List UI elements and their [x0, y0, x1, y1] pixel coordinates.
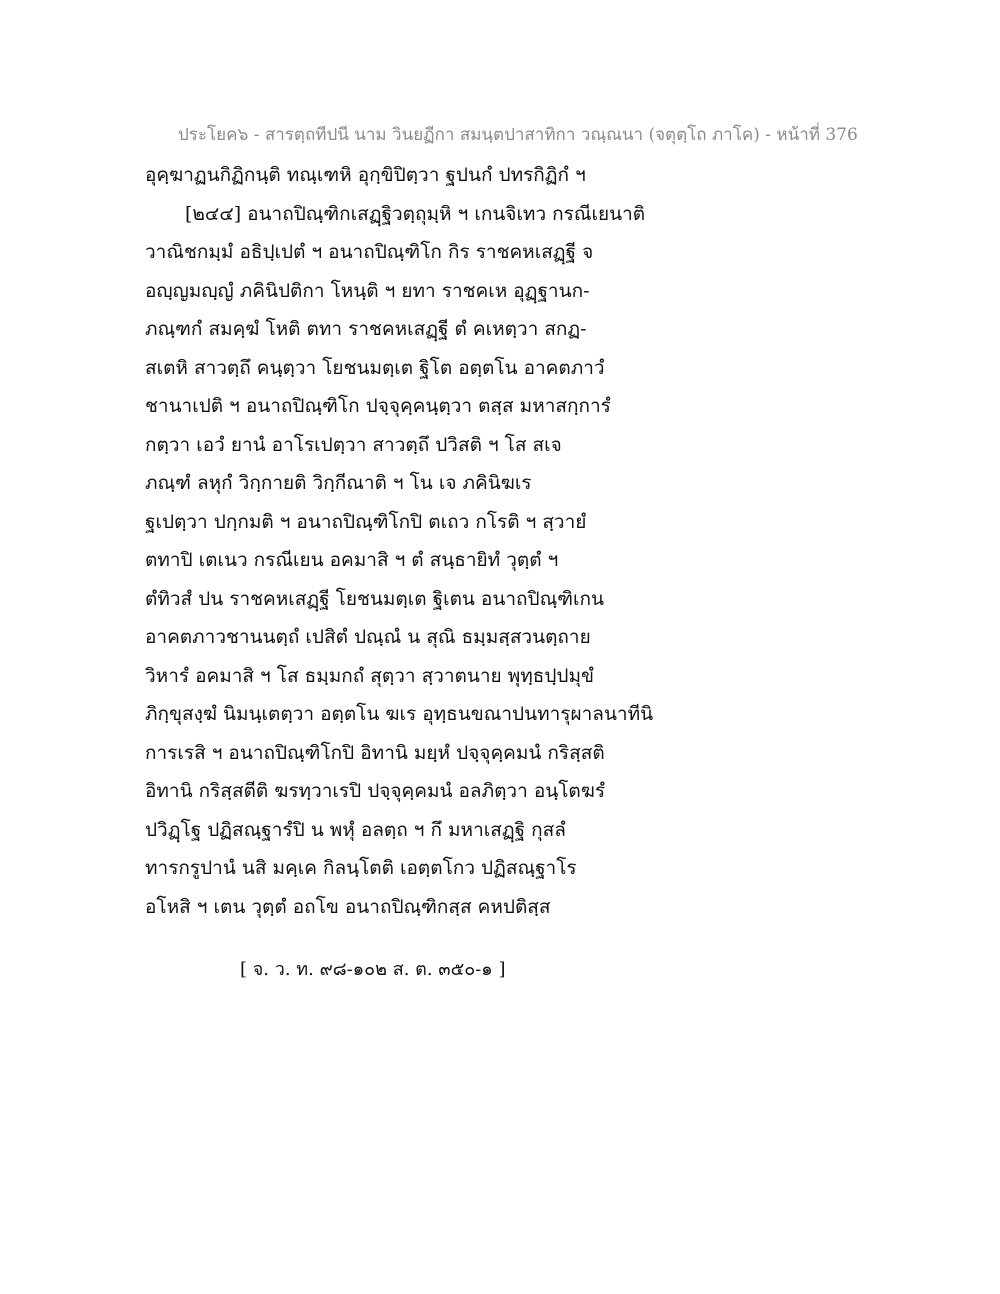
text-line: วาณิชกมฺมํ อธิปฺเปตํ ฯ อนาถปิณฺฑิโก กิร ราชคหเสฏฺฐี จ — [145, 241, 594, 263]
text-line: ทารกรูปานํ นสิ มคฺเค กิลนฺโตติ เอตฺตโกว ปฏิสณฺฐาโร — [145, 857, 577, 879]
text-line: ภณฺฑํ ลหุกํ วิกฺกายติ วิกฺกีณาติ ฯ โน เจ ภคินิฆเร — [145, 472, 532, 494]
text-line: อุคฺฆาฏนกิฏิกนฺติ ทณฺเฑหิ อุกฺขิปิตฺวา ฐปนกํ ปทรกิฏิกํ ฯ — [145, 164, 586, 186]
text-line: อญฺญมญฺญํ ภคินิปติกา โหนฺติ ฯ ยทา ราชคเห อุฏฺฐานก- — [145, 279, 590, 302]
text-line: สเตหิ สาวตฺถึ คนฺตฺวา โยชนมตฺเต ฐิโต อตฺตโน อาคตภาวํ — [145, 356, 605, 379]
running-header: ประโยค๖ - สารตฺถทีปนี นาม วินยฏีกา สมนฺตปาสาทิกา วณฺณนา (จตุตฺโถ ภาโค) - หน้าที่ 376 — [178, 125, 858, 145]
text-line: [๒๔๔] อนาถปิณฺฑิกเสฏฺฐิวตฺถุมฺหิ ฯ เกนจิเทว กรณีเยนาติ — [185, 202, 646, 225]
text-line: อิทานิ กริสฺสตีติ ฆรทฺวาเรปิ ปจฺจุคฺคมนํ อลภิตฺวา อนฺโตฆรํ — [145, 780, 606, 802]
text-line: ปวิฏฺโฐ ปฏิสณฺฐารํปิ น พหุํ อลตฺถ ฯ กึ มหาเสฏฺฐิ กุสลํ — [145, 818, 566, 841]
text-line: ตํทิวสํ ปน ราชคหเสฏฺฐี โยชนมตฺเต ฐิเตน อนาถปิณฺฑิเกน — [145, 587, 604, 610]
text-line: ภณฺฑกํ สมคฺฆํ โหติ ตทา ราชคหเสฏฺฐี ตํ คเหตฺวา สกฏ- — [145, 318, 587, 340]
text-line: ภิกฺขุสงฺฆํ นิมนฺเตตฺวา อตฺตโน ฆเร อุทฺธนขณาปนทารุผาลนาทีนิ — [145, 703, 654, 725]
text-line: อาคตภาวชานนตฺถํ เปสิตํ ปณฺณํ น สุณิ ธมฺมสฺสวนตฺถาย — [145, 626, 591, 648]
text-line: ฐเปตฺวา ปกฺกมติ ฯ อนาถปิณฺฑิโกปิ ตเถว กโรติ ฯ สฺวายํ — [145, 510, 587, 533]
text-line: กตฺวา เอวํ ยานํ อาโรเปตฺวา สาวตฺถึ ปวิสติ ฯ โส สเจ — [145, 433, 562, 456]
body-text — [145, 156, 945, 926]
text-line: ชานาเปติ ฯ อนาถปิณฺฑิโก ปจฺจุคฺคนฺตฺวา ตสฺส มหาสกฺการํ — [145, 395, 611, 417]
text-line: วิหารํ อคมาสิ ฯ โส ธมฺมกถํ สุตฺวา สฺวาตนาย พุทฺธปฺปมุขํ — [145, 664, 594, 687]
text-line: การเรสิ ฯ อนาถปิณฺฑิโกปิ อิทานิ มยฺหํ ปจฺจุคฺคมนํ กริสฺสติ — [145, 741, 605, 764]
text-line: ตทาปิ เตเนว กรณีเยน อคมาสิ ฯ ตํ สนฺธายิทํ วุตฺตํ ฯ — [145, 549, 559, 571]
citation-reference: [ จ. ว. ท. ๙๘-๑๐๒ ส. ต. ๓๕๐-๑ ] — [240, 959, 506, 980]
text-line: อโหสิ ฯ เตน วุตฺตํ อถโข อนาถปิณฺฑิกสฺส คหปติสฺส — [145, 895, 551, 918]
